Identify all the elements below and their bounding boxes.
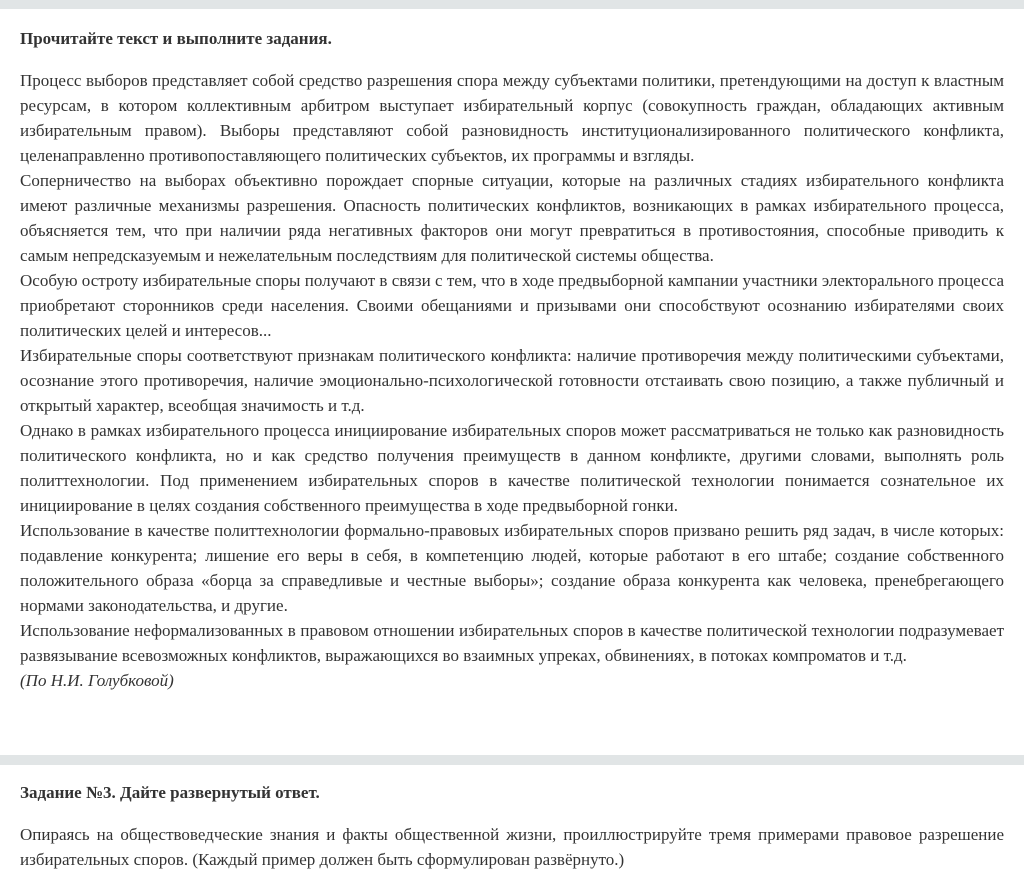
paragraph: Процесс выборов представляет собой средство разрешения спора между субъектами политики, претендующими на доступ к властным ресурсам, в котором коллективным арбитром выступает избирательный корпус (совокупность граждан, обладающих активным избирательным правом). Выборы представляют собой разновидность институционализированного политического конфликта, целенаправленно противопоставляющего политических субъектов, их программы и взгляды.	[20, 71, 1004, 165]
paragraph: Особую остроту избирательные споры получают в связи с тем, что в ходе предвыборной кампании участники электорального процесса приобретают сторонников среди населения. Своими обещаниями и призывами они способствуют осознанию избирателями своих политических целей и интересов...	[20, 271, 1004, 340]
task-panel	[0, 765, 1024, 895]
task-title: Задание №3. Дайте развернутый ответ.	[20, 783, 320, 802]
paragraph: Использование неформализованных в правовом отношении избирательных споров в качестве политической технологии подразумевает развязывание всевозможных конфликтов, выражающихся во взаимных упреках, обвинениях, в потоках компроматов и т.д.	[20, 621, 1004, 665]
task-text: Опираясь на обществоведческие знания и факты общественной жизни, проиллюстрируйте тремя примерами правовое разрешение избирательных споров. (Каждый пример должен быть сформулирован развёрнуто.)	[20, 825, 1004, 869]
paragraph: Использование в качестве политтехнологии формально-правовых избирательных споров призвано решить ряд задач, в числе которых: подавление конкурента; лишение его веры в себя, в компетенцию людей, которые работают в его штабе; создание собственного положительного образа «борца за справедливые и честные выборы»; создание образа конкурента как человека, пренебрегающего нормами законодательства, и другие.	[20, 521, 1004, 615]
paragraph: Соперничество на выборах объективно порождает спорные ситуации, которые на различных стадиях избирательного конфликта имеют различные механизмы разрешения. Опасность политических конфликтов, возникающих в рамках избирательного процесса, объясняется тем, что при наличии ряда негативных факторов они могут превратиться в противостояния, способные приводить к самым непредсказуемым и нежелательным последствиям для политической системы общества.	[20, 171, 1004, 265]
paragraph: Однако в рамках избирательного процесса инициирование избирательных споров может рассматриваться не только как разновидность политического конфликта, но и как средство получения преимуществ в данном конфликте, другими словами, выполнять роль политтехнологии. Под применением избирательных споров в качестве политической технологии понимается сознательное их инициирование в целях создания собственного преимущества в ходе предвыборной гонки.	[20, 421, 1004, 515]
paragraph: Избирательные споры соответствуют признакам политического конфликта: наличие противоречия между политическими субъектами, осознание этого противоречия, наличие эмоционально-психологической готовности отстаивать свою позицию, а также публичный и открытый характер, всеобщая значимость и т.д.	[20, 346, 1004, 415]
reading-panel	[0, 9, 1024, 755]
source-attribution: (По Н.И. Голубковой)	[20, 671, 174, 690]
reading-title: Прочитайте текст и выполните задания.	[20, 29, 332, 48]
